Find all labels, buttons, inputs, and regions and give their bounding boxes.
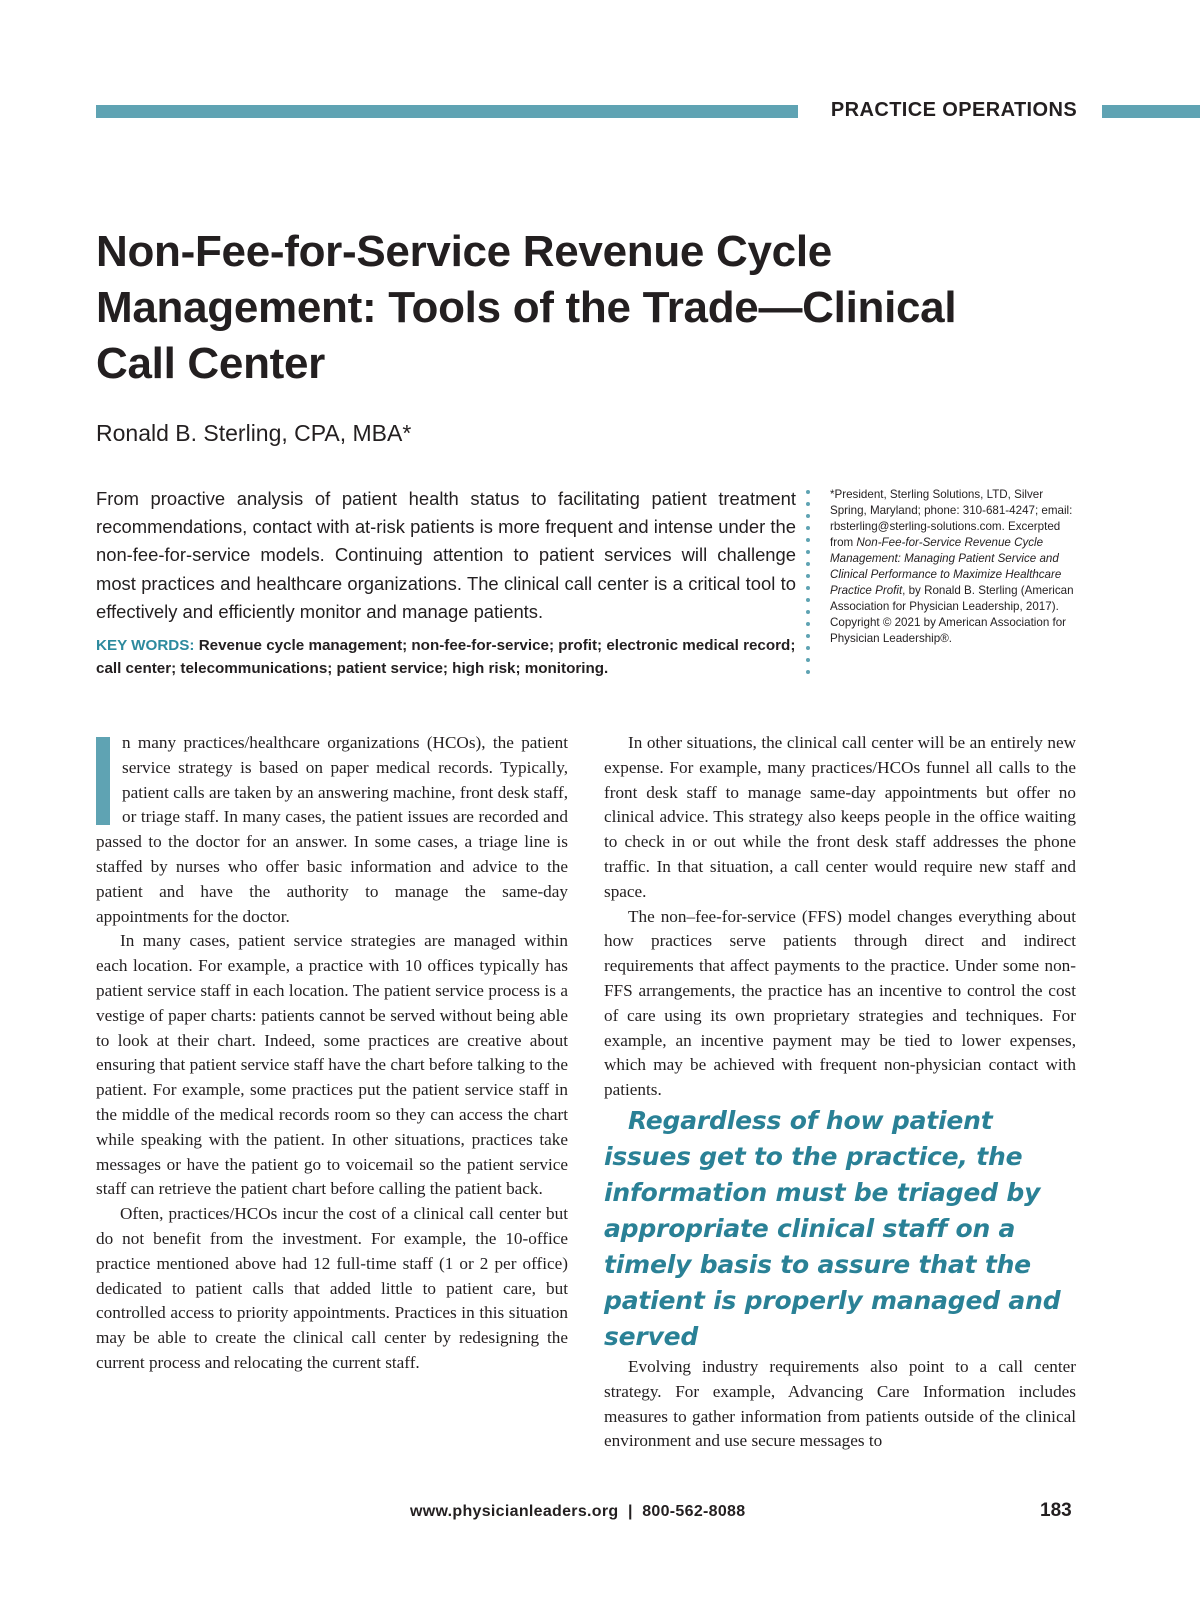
- article-abstract: From proactive analysis of patient health status to facilitating patient treatment recommendations, contact with at-risk patients is more frequent and intense under the non-fee-for-service models. Continuing attention to patient services will challenge most practices and healthcare organizations. The clinical call center is a critical tool to effectively and efficiently monitor and manage patients.: [96, 488, 796, 622]
- dotted-divider: [806, 490, 812, 676]
- body-column-right: [604, 731, 1076, 1454]
- author-footnote: [830, 487, 1080, 647]
- pull-quote: Regardless of how patient issues get to the practice, the information must be triaged by appropriate clinical staff on a timely basis to assure that the patient is properly managed and served: [604, 1105, 1061, 1351]
- body-column-left: [96, 731, 568, 1376]
- body-paragraph: Evolving industry requirements also point to a call center strategy. For example, Advancing Care Information includes measures to gather information from patients outside of the clinical environment and use secure messages to: [604, 1356, 1076, 1451]
- body-paragraph: In many cases, patient service strategies are managed within each location. For example, a practice with 10 offices typically has patient service staff in each location. The patient service process is a vestige of paper charts: patients cannot be served without being able to look at their chart. Indeed, some practices are creative about ensuring that patient service staff have the chart before talking to the patient. For example, some practices put the patient service staff in the middle of the medical records room so they can access the chart while speaking with the patient. In other situations, practices take messages or have the patient go to voicemail so the patient service staff can retrieve the patient chart before calling the patient back.: [96, 931, 568, 1199]
- page-number: 183: [1040, 1500, 1072, 1521]
- body-paragraph: Often, practices/HCOs incur the cost of a clinical call center but do not benefit from the investment. For example, the 10-office practice mentioned above had 12 full-time staff (1 or 2 per office) dedicated to patient calls that added little to patient care, but controlled access to priority appointments. Practices in this situation may be able to create the clinical call center by redesigning the current process and relocating the current staff.: [96, 1204, 568, 1372]
- drop-cap-i: [96, 737, 110, 825]
- section-label: PRACTICE OPERATIONS: [830, 99, 1078, 121]
- header-band-right: [1102, 105, 1200, 118]
- body-paragraph: n many practices/healthcare organizations (HCOs), the patient service strategy is based on paper medical records. Typically, patient calls are taken by an answering machine, front desk staff, or triage staff. In many cases, the patient issues are recorded and passed to the doctor for an answer. In some cases, a triage line is staffed by nurses who offer basic information and advice to the patient and have the authority to manage the same-day appointments for the doctor.: [96, 733, 568, 926]
- body-paragraph: In other situations, the clinical call center will be an entirely new expense. For example, many practices/HCOs funnel all calls to the front desk staff to manage same-day appointments but offer no clinical advice. This strategy also keeps people in the office waiting to check in or out while the front desk staff addresses the phone traffic. In that situation, a call center would require new staff and space.: [604, 733, 1076, 901]
- header-band-left: [96, 105, 798, 118]
- article-title: Non-Fee-for-Service Revenue Cycle Management: Tools of the Trade—Clinical Call Center: [96, 227, 957, 388]
- footnote-part1: *President, Sterling Solutions, LTD, Silver Spring, Maryland; phone: 310-681-4247; email: rbsterling@sterling-solutions.com. Excerpted from: [830, 488, 1073, 549]
- footer-contact-text: www.physicianleaders.org | 800-562-8088: [410, 1503, 746, 1520]
- keywords: [96, 635, 796, 680]
- body-paragraph: The non–fee-for-service (FFS) model changes everything about how practices serve patients through direct and indirect requirements that affect payments to the practice. Under some non-FFS arrangements, the practice has an incentive to control the cost of care using its own proprietary strategies and techniques. For example, an incentive payment may be tied to lower expenses, which may be achieved with frequent non-physician contact with patients.: [604, 906, 1076, 1100]
- footer-contact: [410, 1503, 745, 1521]
- article-author: Ronald B. Sterling, CPA, MBA*: [96, 420, 412, 446]
- keywords-label: KEY WORDS:: [96, 637, 195, 654]
- footnote-book-title: Non-Fee-for-Service Revenue Cycle Management: Managing Patient Service and Clinical Performance to Maximize Healthcare Practice Profit: [830, 536, 1062, 597]
- keywords-text: Revenue cycle management; non-fee-for-service; profit; electronic medical record; call center; telecommunications; patient service; high risk; monitoring.: [96, 637, 796, 677]
- footnote-part2: , by Ronald B. Sterling (American Association for Physician Leadership, 2017). Copyright © 2021 by American Association for Physician Leadership®.: [830, 584, 1074, 645]
